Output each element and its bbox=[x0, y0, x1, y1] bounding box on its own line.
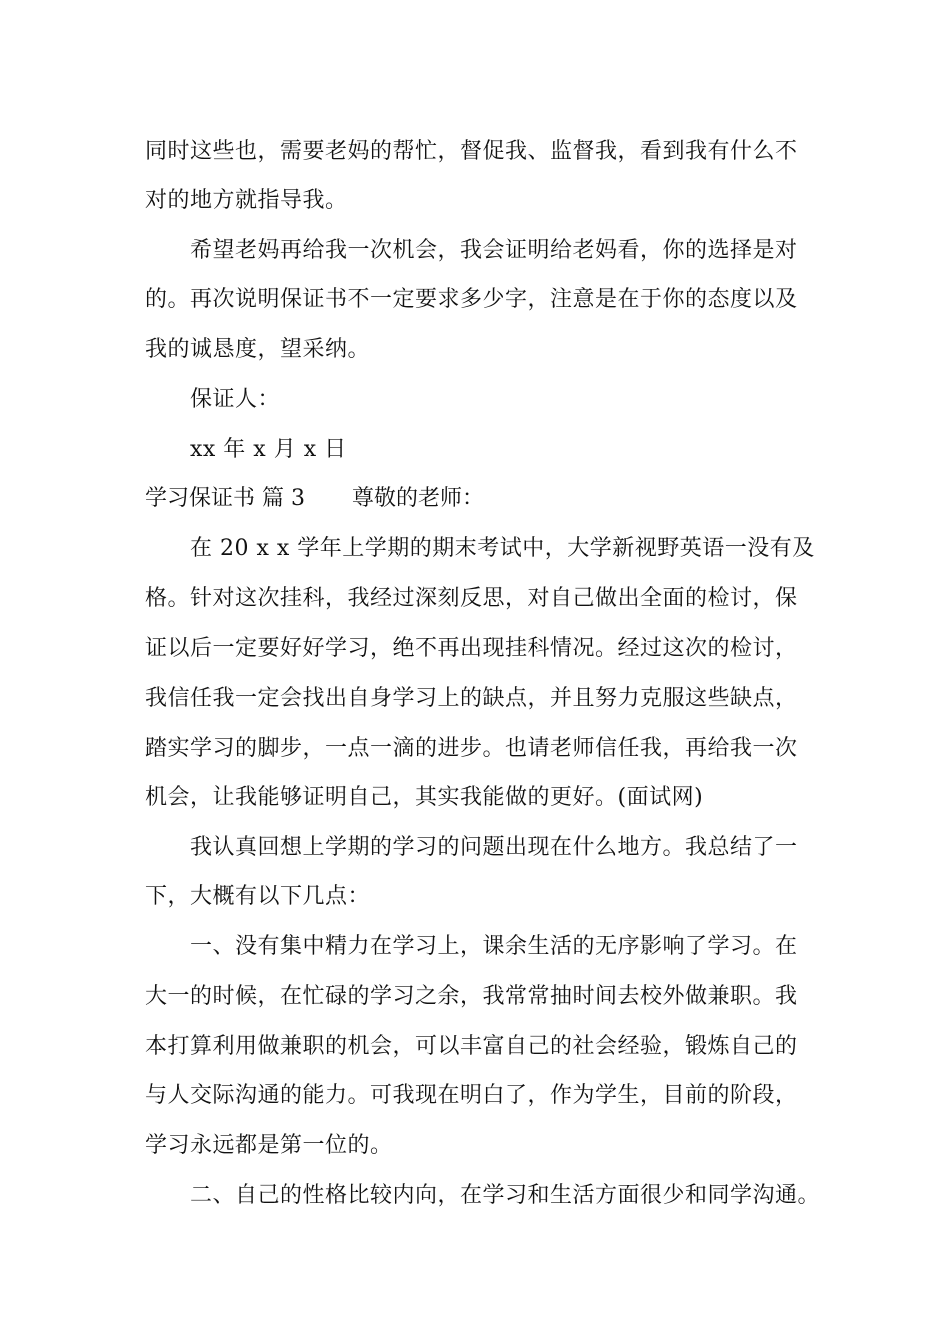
paragraph-line: 二、自己的性格比较内向，在学习和生活方面很少和同学沟通。 bbox=[190, 1183, 821, 1208]
paragraph-line: 机会，让我能够证明自己，其实我能做的更好。(面试网) bbox=[145, 785, 704, 810]
paragraph-line: 大一的时候，在忙碌的学习之余，我常常抽时间去校外做兼职。我 bbox=[145, 984, 798, 1009]
paragraph-line: 格。针对这次挂科，我经过深刻反思，对自己做出全面的检讨，保 bbox=[145, 586, 798, 611]
paragraph-line: 在 20 x x 学年上学期的期末考试中，大学新视野英语一没有及 bbox=[190, 536, 815, 561]
paragraph-line: 我的诚恳度，望采纳。 bbox=[145, 337, 371, 362]
paragraph-line: 踏实学习的脚步，一点一滴的进步。也请老师信任我，再给我一次 bbox=[145, 736, 798, 761]
paragraph-line: 下，大概有以下几点： bbox=[145, 884, 371, 909]
paragraph-line: 一、没有集中精力在学习上，课余生活的无序影响了学习。在 bbox=[190, 934, 798, 959]
paragraph-line: 希望老妈再给我一次机会，我会证明给老妈看，你的选择是对 bbox=[190, 238, 798, 263]
paragraph-line: 我信任我一定会找出自身学习上的缺点，并且努力克服这些缺点， bbox=[145, 686, 798, 711]
paragraph-line: 学习永远都是第一位的。 bbox=[145, 1133, 393, 1158]
paragraph-line: 我认真回想上学期的学习的问题出现在什么地方。我总结了一 bbox=[190, 835, 798, 860]
signature-label: 保证人： bbox=[190, 387, 281, 412]
paragraph-line: 与人交际沟通的能力。可我现在明白了，作为学生，目前的阶段， bbox=[145, 1083, 798, 1108]
paragraph-line: 的。再次说明保证书不一定要求多少字，注意是在于你的态度以及 bbox=[145, 287, 798, 312]
paragraph-line: 对的地方就指导我。 bbox=[145, 188, 348, 213]
paragraph-line: 证以后一定要好好学习，绝不再出现挂科情况。经过这次的检讨， bbox=[145, 636, 798, 661]
paragraph-line: 同时这些也，需要老妈的帮忙，督促我、监督我，看到我有什么不 bbox=[145, 139, 798, 164]
paragraph-line: 本打算利用做兼职的机会，可以丰富自己的社会经验，锻炼自己的 bbox=[145, 1034, 798, 1059]
section-title: 学习保证书 篇 3 bbox=[145, 486, 305, 511]
greeting: 尊敬的老师： bbox=[352, 486, 485, 511]
date-text: xx 年 x 月 x 日 bbox=[190, 437, 347, 462]
